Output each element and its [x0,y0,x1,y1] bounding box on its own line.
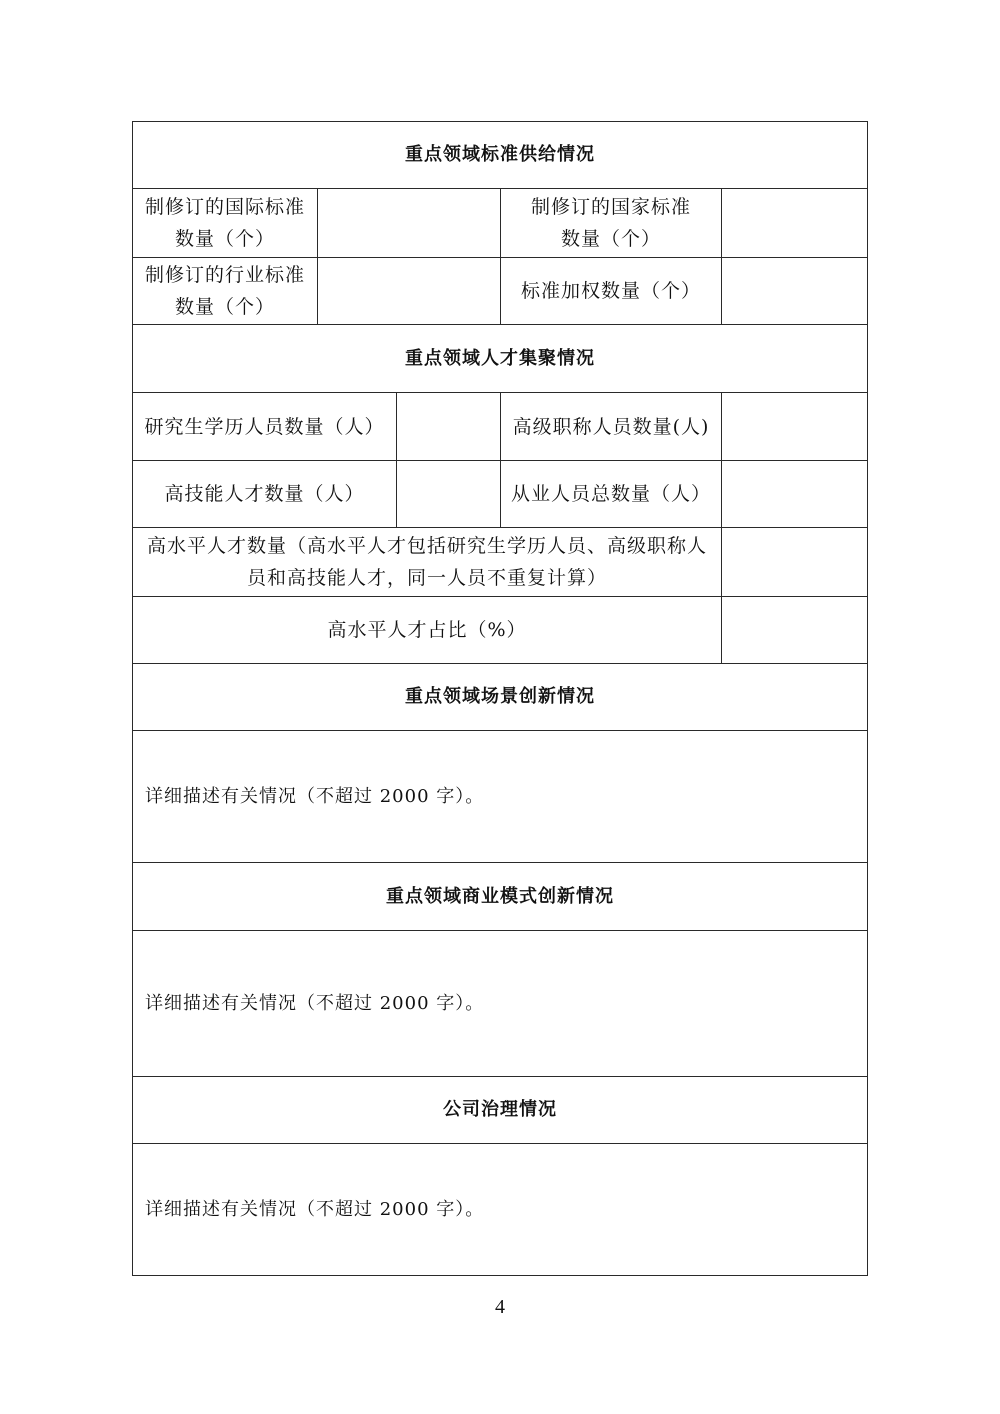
national-standards-label-line1: 制修订的国家标准 [530,196,691,218]
senior-title-count-label: 高级职称人员数量(人) [512,415,710,438]
scenario-description: 详细描述有关情况（不超过 2000 字）。 [145,785,485,807]
weighted-standards-label: 标准加权数量（个） [520,280,701,302]
industry-standards-label-line1: 制修订的行业标准 [144,264,305,286]
page-number: 4 [495,1296,505,1318]
governance-section-title: 公司治理情况 [443,1099,557,1120]
intl-standards-label-line2: 数量（个） [174,228,275,250]
high-level-talent-ratio-label: 高水平人才占比（%） [327,619,527,641]
table-border-bottom [132,1275,868,1276]
talent-section-title: 重点领域人才集聚情况 [405,347,595,369]
high-level-talent-label [133,528,721,596]
high-skill-count-label: 高技能人才数量（人） [164,483,365,505]
standards-section-title: 重点领域标准供给情况 [405,144,595,165]
high-level-talent-label-line2: 员和高技能人才，同一人员不重复计算） [246,567,607,589]
governance-description: 详细描述有关情况（不超过 2000 字）。 [145,1198,485,1220]
industry-standards-label-line2: 数量（个） [174,296,275,318]
national-standards-label-line2: 数量（个） [560,228,661,250]
column-rule [721,392,722,663]
intl-standards-label [133,189,317,257]
postgrad-count-label: 研究生学历人员数量（人） [144,415,385,438]
table-border-right [867,121,868,1276]
column-rule [721,188,722,325]
column-rule [317,188,318,325]
high-level-talent-label-line1: 高水平人才数量（高水平人才包括研究生学历人员、高级职称人 [146,535,707,557]
scenario-section-title: 重点领域场景创新情况 [405,686,595,707]
intl-standards-label-line1: 制修订的国际标准 [144,196,305,218]
industry-standards-label [133,258,317,324]
business-model-description: 详细描述有关情况（不超过 2000 字）。 [145,992,485,1014]
national-standards-label [501,189,721,257]
column-rule [396,392,397,528]
business-model-section-title: 重点领域商业模式创新情况 [386,885,614,907]
total-staff-count-label: 从业人员总数量（人） [510,483,711,505]
